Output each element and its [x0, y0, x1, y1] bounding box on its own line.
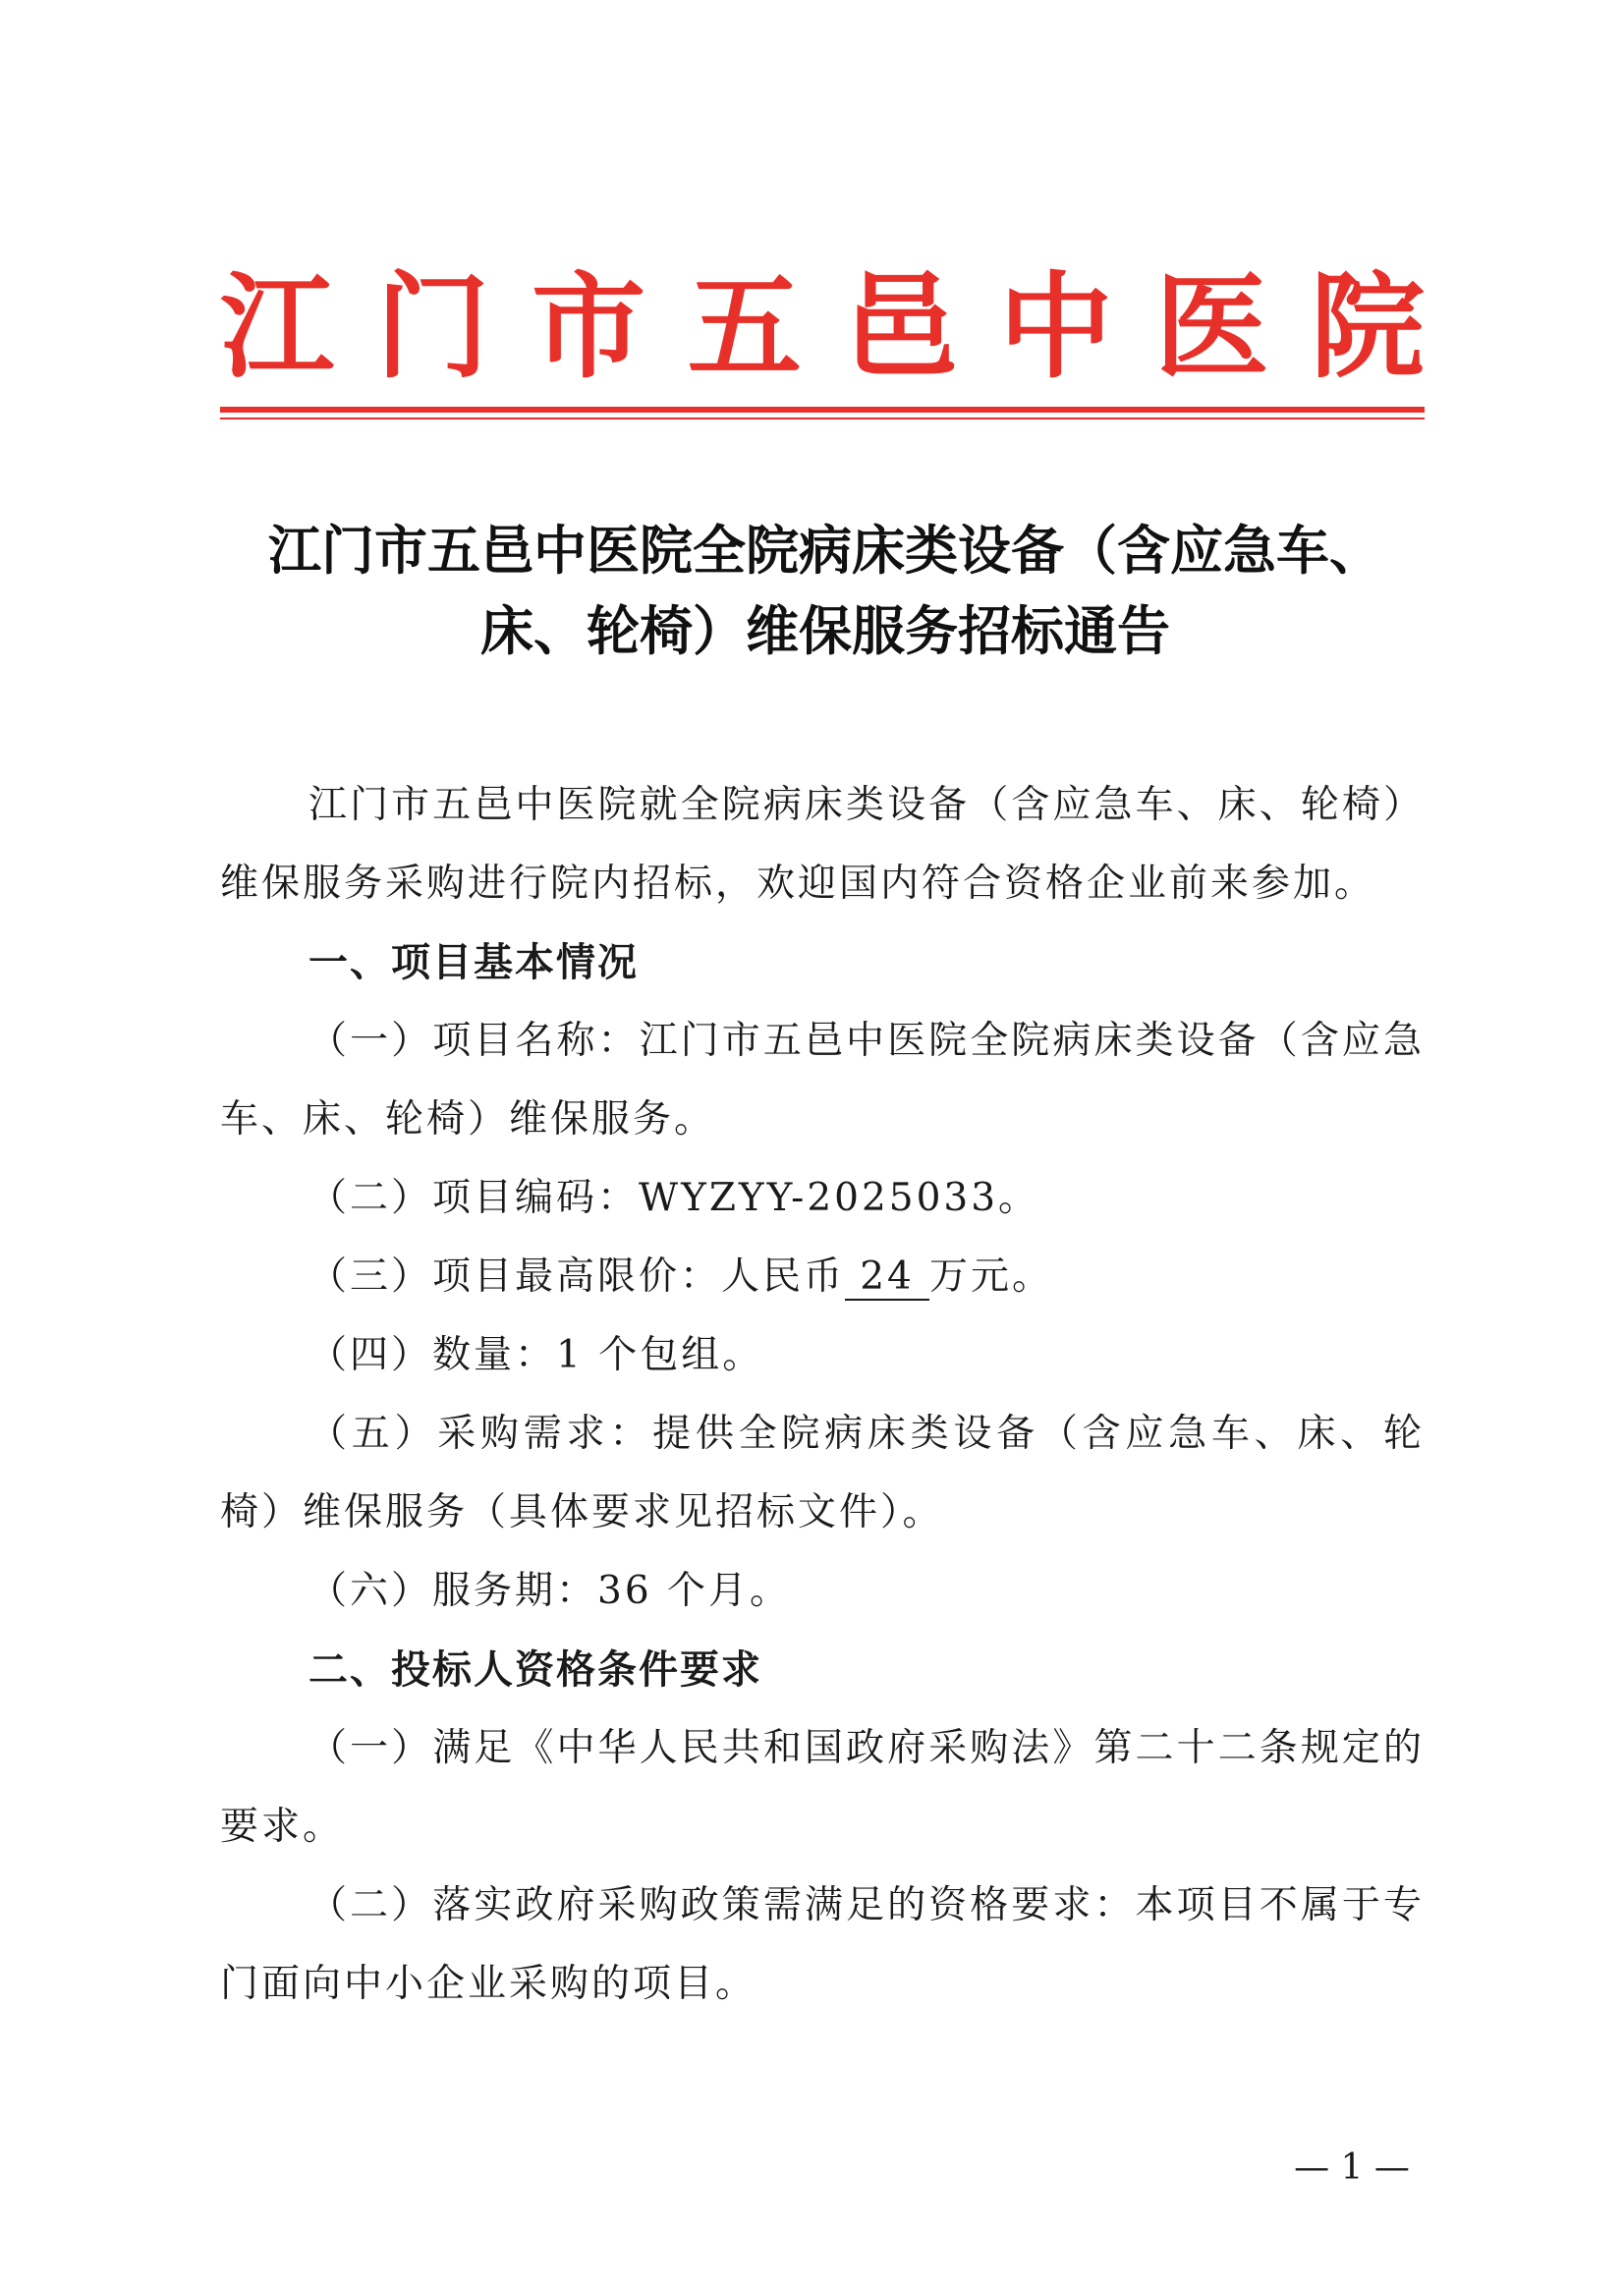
letterhead-char: 门	[375, 260, 490, 394]
letterhead-divider-thick	[220, 407, 1425, 413]
letterhead-char: 院	[1310, 260, 1425, 394]
qualification-item-1: （一）满足《中华人民共和国政府采购法》第二十二条规定的要求。	[220, 1726, 1425, 1849]
quantity-item: （四）数量：1 个包组。	[308, 1333, 764, 1377]
price-label: （三）项目最高限价：人民币	[308, 1254, 846, 1299]
section-1-heading: 一、项目基本情况	[308, 940, 639, 985]
document-body	[220, 766, 1425, 2024]
letterhead-char: 市	[532, 260, 646, 394]
price-unit: 万元。	[929, 1254, 1054, 1299]
service-period-item: （六）服务期：36 个月。	[308, 1569, 792, 1613]
document-title-line-2: 床、轮椅）维保服务招标通告	[480, 600, 1170, 662]
letterhead-char: 江	[220, 260, 334, 394]
section-2-heading: 二、投标人资格条件要求	[308, 1647, 762, 1693]
price-value: 24	[845, 1255, 929, 1301]
letterhead-logo	[220, 260, 1425, 394]
page-number: — 1 —	[1294, 2147, 1410, 2188]
project-price-item	[220, 1238, 1425, 1316]
letterhead-char: 医	[1154, 260, 1269, 394]
intro-paragraph: 江门市五邑中医院就全院病床类设备（含应急车、床、轮椅）维保服务采购进行院内招标，欢迎国内符合资格企业前来参加。	[220, 783, 1425, 906]
qualification-item-2: （二）落实政府采购政策需满足的资格要求：本项目不属于专门面向中小企业采购的项目。	[220, 1883, 1425, 2006]
requirement-item: （五）采购需求：提供全院病床类设备（含应急车、床、轮椅）维保服务（具体要求见招标文件）。	[220, 1412, 1425, 1534]
letterhead-char: 五	[687, 260, 802, 394]
document-title-line-1: 江门市五邑中医院全院病床类设备（含应急车、	[268, 520, 1382, 582]
project-code-item: （二）项目编码：WYZYY-2025033。	[308, 1176, 1040, 1220]
document-title	[196, 511, 1454, 672]
project-name-item: （一）项目名称：江门市五邑中医院全院病床类设备（含应急车、床、轮椅）维保服务。	[220, 1019, 1425, 1142]
letterhead-divider-thin	[220, 418, 1425, 419]
letterhead-char: 邑	[843, 260, 958, 394]
letterhead-char: 中	[998, 260, 1113, 394]
